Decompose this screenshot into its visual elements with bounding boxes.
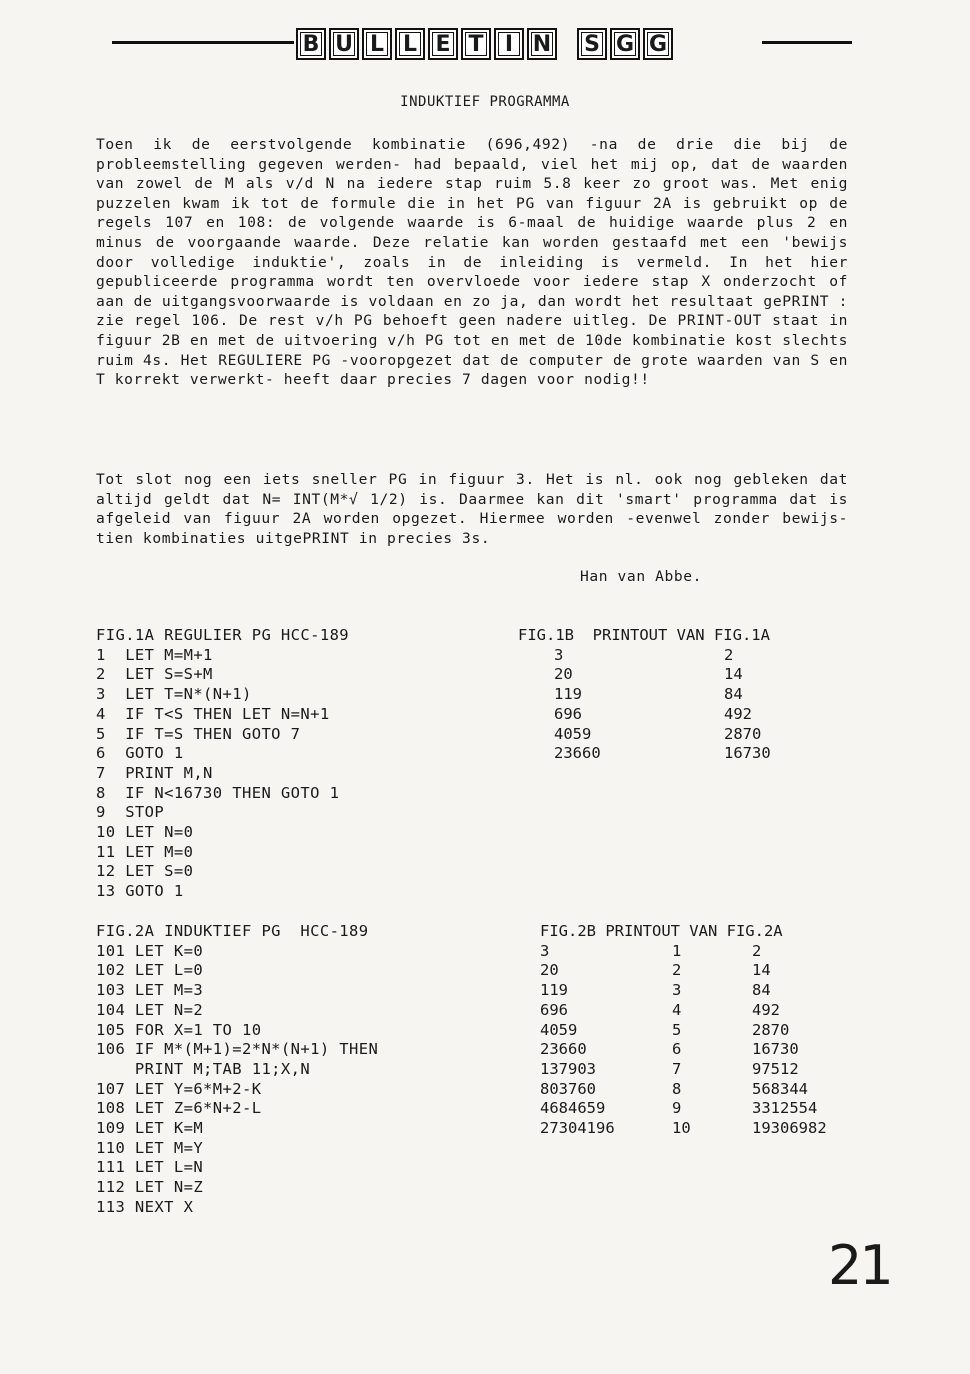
- figure-1b-printout: [518, 626, 844, 764]
- table-cell: 6: [672, 1040, 682, 1059]
- author-signature: Han van Abbe.: [580, 568, 703, 585]
- code-line: 4 IF T<S THEN LET N=N+1: [96, 704, 330, 723]
- figure-2b-printout: [540, 922, 872, 1139]
- table-row: [540, 1060, 872, 1080]
- table-cell: 696: [540, 1000, 568, 1019]
- code-line: 101 LET K=0: [96, 941, 204, 960]
- table-cell: 3: [554, 645, 564, 664]
- code-line: 111 LET L=N: [96, 1158, 204, 1177]
- table-row: [518, 685, 844, 705]
- logo-letter: U: [329, 28, 359, 60]
- code-line: 102 LET L=0: [96, 961, 204, 980]
- logo-letter: S: [577, 28, 607, 60]
- table-row: [540, 1040, 872, 1060]
- code-line: 3 LET T=N*(N+1): [96, 685, 252, 704]
- code-line: 12 LET S=0: [96, 862, 194, 881]
- table-row: [540, 1099, 872, 1119]
- code-line: 109 LET K=M: [96, 1119, 204, 1138]
- bulletin-header: [112, 28, 852, 64]
- table-cell: 2870: [752, 1020, 790, 1039]
- table-cell: 1: [672, 941, 682, 960]
- code-line: 6 GOTO 1: [96, 744, 184, 763]
- logo-letter: G: [643, 28, 673, 60]
- table-cell: 3: [672, 981, 682, 1000]
- code-line: 106 IF M*(M+1)=2*N*(N+1) THEN: [96, 1040, 379, 1059]
- table-cell: 14: [752, 961, 771, 980]
- table-cell: 20: [540, 961, 559, 980]
- table-cell: 23660: [540, 1040, 587, 1059]
- logo-letter: L: [362, 28, 392, 60]
- table-cell: 492: [724, 704, 752, 723]
- code-line: 103 LET M=3: [96, 981, 204, 1000]
- table-cell: 568344: [752, 1079, 808, 1098]
- table-row: [518, 744, 844, 764]
- code-line: 7 PRINT M,N: [96, 763, 213, 782]
- table-row: [518, 705, 844, 725]
- code-line: 113 NEXT X: [96, 1197, 194, 1216]
- table-cell: 84: [752, 981, 771, 1000]
- table-cell: 14: [724, 665, 743, 684]
- table-cell: 2: [672, 961, 682, 980]
- code-line: 104 LET N=2: [96, 1000, 204, 1019]
- table-row: [540, 981, 872, 1001]
- table-cell: 19306982: [752, 1119, 827, 1138]
- table-cell: 23660: [554, 744, 601, 763]
- header-rule-right: [762, 41, 852, 44]
- table-cell: 119: [554, 685, 582, 704]
- table-cell: 8: [672, 1079, 682, 1098]
- page-number: 21: [828, 1234, 891, 1297]
- table-row: [540, 961, 872, 981]
- table-cell: 4684659: [540, 1099, 606, 1118]
- table-row: [540, 942, 872, 962]
- code-line: 10 LET N=0: [96, 823, 194, 842]
- table-cell: 4: [672, 1000, 682, 1019]
- table-row: [518, 665, 844, 685]
- article-title: INDUKTIEF PROGRAMMA: [400, 94, 570, 110]
- code-line: 110 LET M=Y: [96, 1138, 204, 1157]
- table-cell: 803760: [540, 1079, 596, 1098]
- code-line: 5 IF T=S THEN GOTO 7: [96, 724, 301, 743]
- code-line: 105 FOR X=1 TO 10: [96, 1020, 262, 1039]
- code-line: 13 GOTO 1: [96, 882, 184, 901]
- table-row: [518, 725, 844, 745]
- table-cell: 7: [672, 1059, 682, 1078]
- table-cell: 2: [724, 645, 734, 664]
- figure-heading: FIG.2B PRINTOUT VAN FIG.2A: [540, 922, 783, 940]
- table-cell: 3: [540, 941, 550, 960]
- table-cell: 10: [672, 1119, 691, 1138]
- code-line: 112 LET N=Z: [96, 1178, 204, 1197]
- table-cell: 119: [540, 981, 568, 1000]
- table-cell: 16730: [724, 744, 771, 763]
- code-line: PRINT M;TAB 11;X,N: [96, 1059, 311, 1078]
- table-cell: 2870: [724, 724, 762, 743]
- table-cell: 137903: [540, 1059, 596, 1078]
- table-row: [540, 1119, 872, 1139]
- code-line: 2 LET S=S+M: [96, 665, 213, 684]
- figure-heading: FIG.1A REGULIER PG HCC-189: [96, 626, 350, 644]
- logo-letter: E: [428, 28, 458, 60]
- code-line: 8 IF N<16730 THEN GOTO 1: [96, 783, 340, 802]
- code-line: 107 LET Y=6*M+2-K: [96, 1079, 262, 1098]
- header-rule-left: [112, 41, 294, 44]
- bulletin-logo: [296, 28, 673, 60]
- table-cell: 84: [724, 685, 743, 704]
- figure-heading: FIG.2A INDUKTIEF PG HCC-189: [96, 922, 369, 940]
- code-line: 11 LET M=0: [96, 842, 194, 861]
- table-cell: 696: [554, 704, 582, 723]
- table-cell: 4059: [540, 1020, 578, 1039]
- table-cell: 27304196: [540, 1119, 615, 1138]
- logo-letter: G: [610, 28, 640, 60]
- logo-letter: B: [296, 28, 326, 60]
- code-line: 108 LET Z=6*N+2-L: [96, 1099, 262, 1118]
- table-row: [540, 1021, 872, 1041]
- table-cell: 4059: [554, 724, 592, 743]
- table-cell: 492: [752, 1000, 780, 1019]
- logo-letter: I: [494, 28, 524, 60]
- figure-1a-listing: [96, 626, 349, 902]
- logo-letter: L: [395, 28, 425, 60]
- logo-letter: N: [527, 28, 557, 60]
- table-row: [518, 646, 844, 666]
- code-line: 1 LET M=M+1: [96, 645, 213, 664]
- table-cell: 20: [554, 665, 573, 684]
- logo-letter: T: [461, 28, 491, 60]
- table-cell: 97512: [752, 1059, 799, 1078]
- figure-2a-listing: [96, 922, 378, 1218]
- table-cell: 16730: [752, 1040, 799, 1059]
- table-cell: 5: [672, 1020, 682, 1039]
- table-row: [540, 1001, 872, 1021]
- code-line: 9 STOP: [96, 803, 165, 822]
- table-cell: 9: [672, 1099, 682, 1118]
- table-row: [540, 1080, 872, 1100]
- body-paragraph-1: Toen ik de eerstvolgende kombinatie (696,492) -na de drie die bij de probleemstelling gegeven werden- had bepaald, viel het mij op, dat de waarden van zowel de M als v/d N na iedere stap ruim 5.8 keer zo groot was. Met enig puzzelen kwam ik tot de formule die in het PG van figuur 2A is gebruikt op de regels 107 en 108: de volgende waarde is 6-maal de huidige waarde plus 2 en minus de voorgaande waarde. Deze relatie kan worden gestaafd met een 'bewijs door volledige induktie', zoals in de inleiding is vermeld. In het hier gepubliceerde programma wordt ten overvloede voor iedere stap X onderzocht of aan de uitgangsvoorwaarde is voldaan en zo ja, dan wordt het resultaat gePRINT : zie regel 106. De rest v/h PG behoeft geen nadere uitleg. De PRINT-OUT staat in figuur 2B en met de uitvoering v/h PG tot en met de 10de kombinatie kost slechts ruim 4s. Het REGULIERE PG -vooropgezet dat de computer de grote waarden van S en T korrekt verwerkt- heeft daar precies 7 dagen voor nodig!!: [96, 136, 848, 389]
- table-cell: 2: [752, 941, 762, 960]
- figure-heading: FIG.1B PRINTOUT VAN FIG.1A: [518, 626, 770, 644]
- table-cell: 3312554: [752, 1099, 818, 1118]
- body-paragraph-2: Tot slot nog een iets sneller PG in figuur 3. Het is nl. ook nog gebleken dat altijd geldt dat N= INT(M*√ 1/2) is. Daarmee kan dit 'smart' programma dat is afgeleid van figuur 2A worden opgezet. Hiermee worden -evenwel zonder bewijs- tien kombinaties uitgePRINT in precies 3s.: [96, 471, 848, 547]
